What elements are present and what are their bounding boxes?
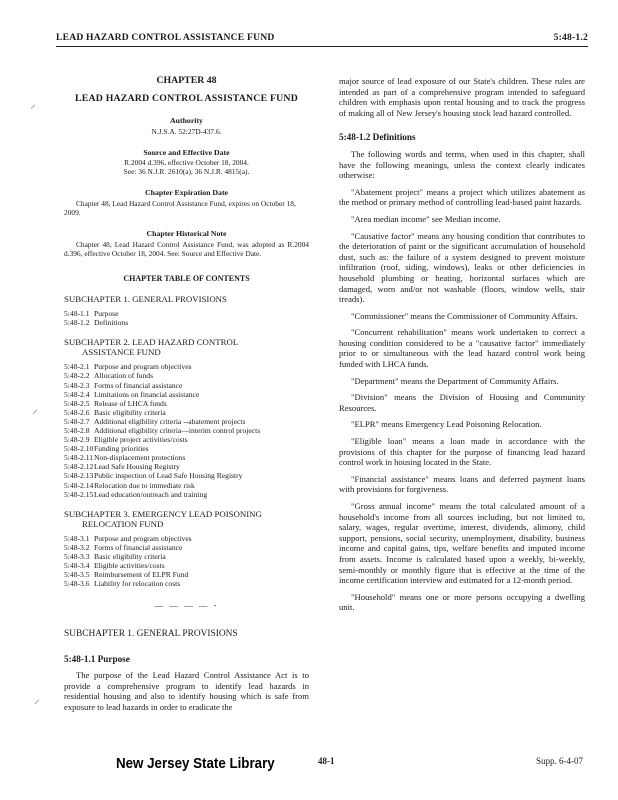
chapter-number: CHAPTER 48	[156, 75, 217, 86]
definition: "Eligible loan" means a loan made in accordance with the provisions of this chapter for the purpose of financing lead hazard control work in housing located in the State.	[339, 436, 585, 468]
margin-mark: ⸝	[34, 692, 41, 706]
toc-subchapter-2: SUBCHAPTER 2. LEAD HAZARD CONTROL ASSISTANCE FUND	[64, 337, 239, 358]
toc-item: 5:48-2.15 Lead education/outreach and training	[64, 489, 208, 499]
toc-subchapter-1: SUBCHAPTER 1. GENERAL PROVISIONS	[64, 294, 227, 305]
toc-item: 5:48-2.8 Additional eligibility criteria—interim control projects	[64, 426, 261, 435]
subchapter-heading: SUBCHAPTER 1. GENERAL PROVISIONS	[64, 628, 238, 639]
definition: "Commissioner" means the Commissioner of Community Affairs.	[351, 310, 578, 321]
toc-subchapter-3: SUBCHAPTER 3. EMERGENCY LEAD POISONING RELOCATION FUND	[64, 508, 262, 529]
supplement-date: Supp. 6-4-07	[536, 756, 583, 766]
section-divider: — — — — -	[154, 600, 219, 611]
margin-mark: ⸝	[32, 402, 39, 416]
expiration-heading: Chapter Expiration Date	[144, 188, 229, 198]
definition: "Financial assistance" means loans and deferred payment loans with provisions for forgiveness.	[339, 473, 585, 495]
toc-item: 5:48-2.13 Public inspection of Lead Safe Housing Registry	[64, 471, 243, 481]
left-column	[64, 76, 309, 712]
running-header	[56, 30, 588, 47]
toc-item: 5:48-2.4 Limitations on financial assistance	[64, 389, 200, 399]
toc-item: 5:48-2.5 Release of LHCA funds	[64, 398, 167, 408]
toc-item: 5:48-1.1 Purpose	[64, 309, 119, 319]
purpose-text: The purpose of the Lead Hazard Control Assistance Act is to provide a comprehensive program to identify lead hazards in residential housing and also to identify housing which is safe from exposure to lead hazards in order to eradicate the	[64, 670, 309, 712]
toc-item: 5:48-2.7 Additional eligibility criteria --abatement projects	[64, 416, 246, 426]
toc-item: 5:48-2.14 Relocation due to immediate risk	[64, 480, 195, 490]
toc-item: 5:48-2.3 Forms of financial assistance	[64, 380, 183, 390]
toc-item: 5:48-3.2 Forms of financial assistance	[64, 542, 183, 552]
right-column	[339, 76, 585, 613]
toc-item: 5:48-2.1 Purpose and program objectives	[64, 362, 192, 372]
definition: "Gross annual income" means the total calculated amount of a household's income from all sources including, but not limited to, salary, wages, regular overtime, interest, dividends, alimony, child support, pensions, social security, unemployment, disability, business income and capital gains, tips, welfare benefits and imputed income from assets. Income is calculated based upon a weekly, bi-weekly, semi-monthly or monthly figure that is effective at the time of the income certification interview and estimated for a 12-month period.	[339, 501, 585, 586]
header-section: 5:48-1.2	[553, 32, 588, 43]
source-heading: Source and Effective Date	[143, 147, 230, 157]
definitions-title: 5:48-1.2 Definitions	[339, 132, 416, 143]
definition: "Division" means the Division of Housing and Community Resources.	[339, 392, 585, 413]
toc-list-1	[64, 309, 309, 327]
history-text: Chapter 48, Lead Hazard Control Assistance Fund, was adopted as R.2004 d.396, effective October 18, 2004. See: Source and Effective Date.	[64, 239, 309, 258]
toc-item: 5:48-3.1 Purpose and program objectives	[64, 533, 192, 543]
toc-item: 5:48-2.9 Eligible project activities/costs	[64, 435, 188, 445]
definition: "Causative factor" means any housing condition that contributes to the deterioration of paint or the significant accumulation of household dust, such as: the failure of a system designed to prevent moisture infiltration (roof, siding, windows), leaks or other deficiencies in household plumbing or heating, horizontal surfaces which are damaged, worn and/or not washable (floors, window wells, stair treads).	[339, 230, 585, 305]
definition: "Concurrent rehabilitation" means work undertaken to correct a housing condition considered to be a "causative factor" immediately prior to or simultaneous with the lead hazard control work being funded with LHCA funds.	[339, 327, 585, 370]
chapter-name: LEAD HAZARD CONTROL ASSISTANCE FUND	[75, 92, 298, 104]
toc-item: 5:48-3.3 Basic eligibility criteria	[64, 551, 166, 561]
toc-heading: CHAPTER TABLE OF CONTENTS	[123, 273, 250, 283]
definition: "Household" means one or more persons occupying a dwelling unit.	[339, 591, 585, 613]
toc-item: 5:48-3.6 Liability for relocation costs	[64, 579, 181, 589]
margin-mark: ⸝	[30, 97, 37, 111]
toc-item: 5:48-3.5 Reimbursement of ELPR Fund	[64, 570, 189, 580]
history-heading: Chapter Historical Note	[146, 228, 227, 238]
expiration-text: Chapter 48, Lead Hazard Control Assistance Fund, expires on October 18, 2009.	[64, 198, 296, 217]
authority-text: N.J.S.A. 52:27D-437.6.	[151, 126, 222, 136]
toc-item: 5:48-2.11 Non-displacement protections	[64, 453, 186, 463]
toc-item: 5:48-2.6 Basic eligibility criteria	[64, 407, 166, 417]
toc-item: 5:48-3.4 Eligible activities/costs	[64, 561, 165, 571]
definition: "ELPR" means Emergency Lead Poisoning Relocation.	[351, 419, 542, 430]
definition: "Abatement project" means a project which utilizes abatement as the method or primary method of controlling lead-based paint hazards.	[339, 186, 585, 208]
page-number: 48-1	[318, 756, 335, 766]
toc-item: 5:48-2.10 Funding priorities	[64, 444, 149, 454]
purpose-continuation: major source of lead exposure of our State's children. These rules are intended as part of a comprehensive program intended to safeguard children with emphasis upon rental housing and to track the progress of making all of New Jersey's housing stock lead hazard controlled.	[339, 76, 585, 118]
toc-list-3	[64, 534, 309, 589]
toc-list-2	[64, 362, 309, 498]
toc-item: 5:48-2.2 Allocation of funds	[64, 371, 154, 381]
toc-item: 5:48-1.2 Definitions	[64, 318, 129, 328]
source-line-1: R.2004 d.396, effective October 18, 2004.	[124, 158, 249, 168]
authority-heading: Authority	[170, 116, 203, 126]
purpose-title: 5:48-1.1 Purpose	[64, 653, 130, 664]
definition: "Department" means the Department of Community Affairs.	[351, 375, 559, 386]
source-line-2: See: 36 N.J.R. 2610(a), 36 N.J.R. 4815(a).	[123, 167, 250, 177]
library-stamp: New Jersey State Library	[116, 756, 275, 772]
definitions-intro: The following words and terms, when used in this chapter, shall have the following meanings, unless the context clearly indicates otherwise:	[339, 148, 585, 181]
toc-item: 5:48-2.12 Lead Safe Housing Registry	[64, 462, 180, 472]
definition: "Area median income" see Median income.	[351, 213, 501, 224]
header-title: LEAD HAZARD CONTROL ASSISTANCE FUND	[56, 32, 275, 43]
